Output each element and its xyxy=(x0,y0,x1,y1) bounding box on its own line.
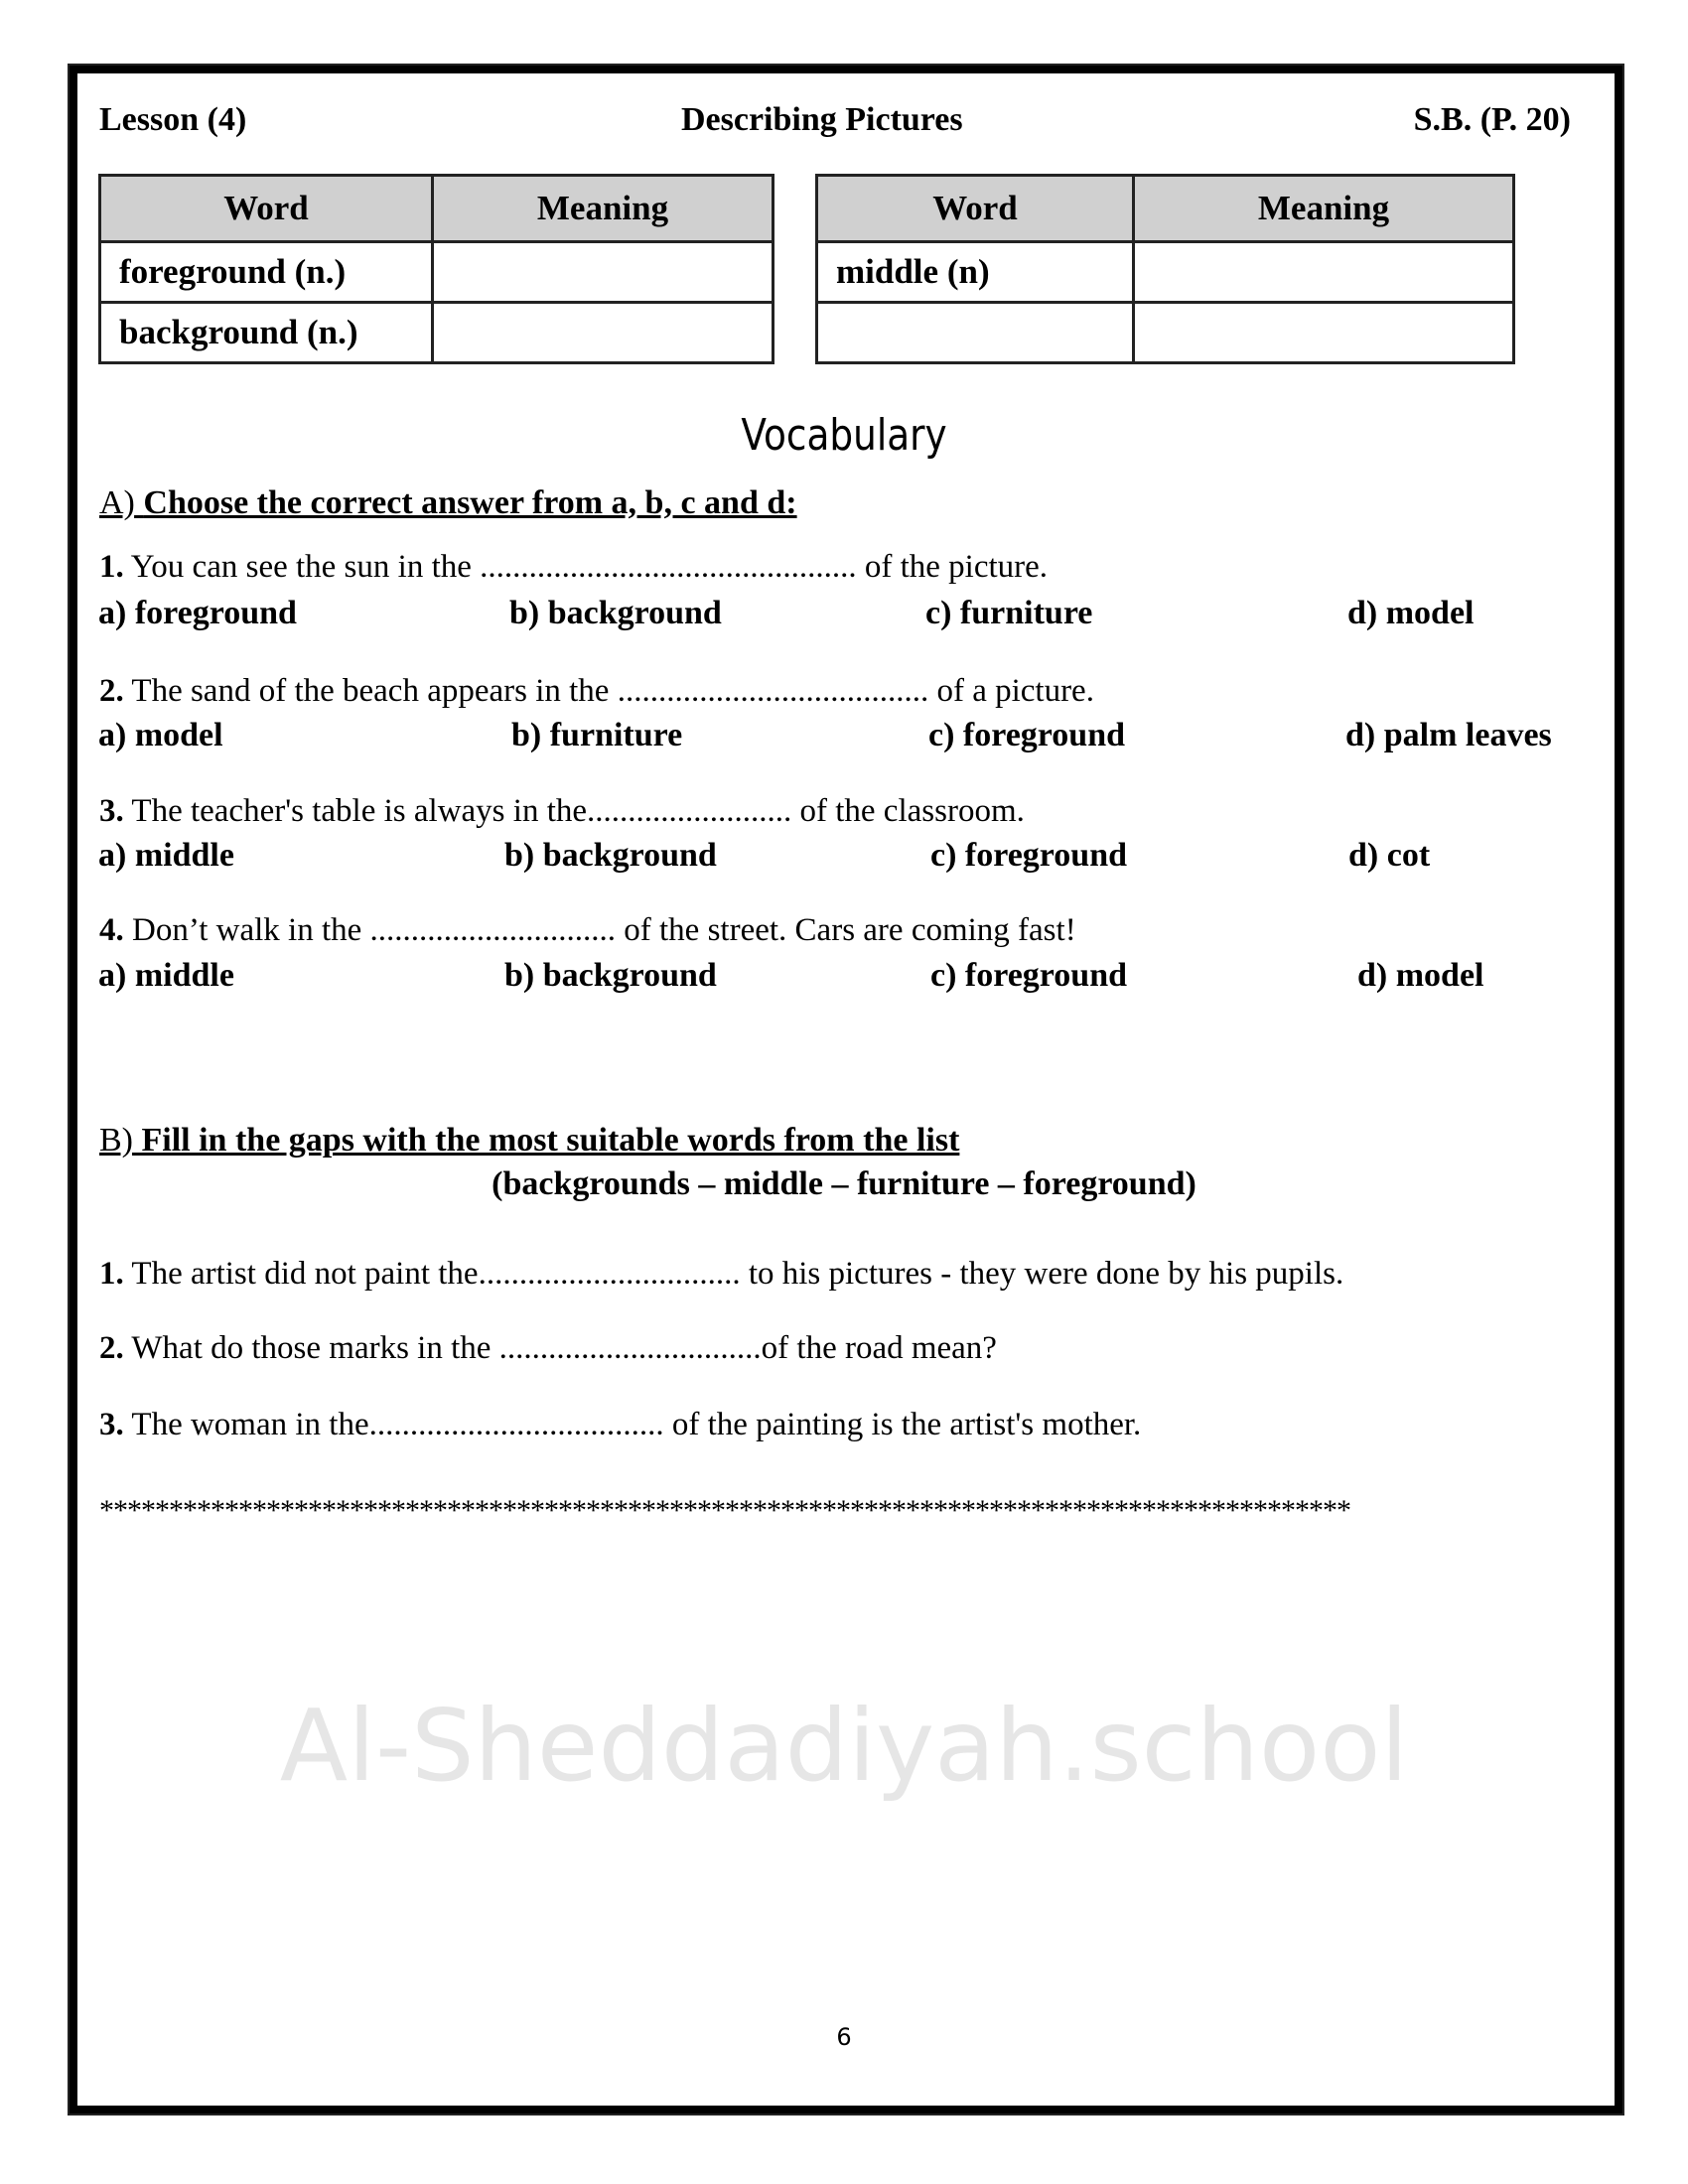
vocab-table-left xyxy=(98,174,774,364)
vocab-table-right xyxy=(815,174,1515,364)
question-4 xyxy=(99,912,1076,949)
page-border xyxy=(70,66,1622,2114)
answer-option[interactable]: c) foreground xyxy=(930,957,1128,994)
question-3 xyxy=(99,793,1025,830)
column-header-word: Word xyxy=(817,176,1134,242)
section-b-instruction: Fill in the gaps with the most suitable words from the list xyxy=(141,1122,960,1159)
answer-option[interactable]: c) furniture xyxy=(925,595,1093,631)
question-number: 3. xyxy=(99,793,124,829)
answer-option[interactable]: a) foreground xyxy=(98,595,297,631)
question-number: 2. xyxy=(99,1330,124,1366)
question-1 xyxy=(99,549,1048,586)
watermark: Al-Sheddadiyah.school xyxy=(279,1688,1409,1804)
meaning-cell[interactable] xyxy=(1134,303,1514,363)
section-b-heading xyxy=(99,1122,959,1160)
book-reference: S.B. (P. 20) xyxy=(1413,101,1571,138)
word-list: (backgrounds – middle – furniture – foreground) xyxy=(492,1165,1196,1202)
fill-gap-question-1 xyxy=(99,1256,1343,1293)
question-text: The woman in the.................................... of the painting is the artist's mother. xyxy=(131,1407,1142,1442)
column-header-word: Word xyxy=(100,176,433,242)
answer-option[interactable]: b) background xyxy=(504,957,717,994)
question-text: The artist did not paint the................................ to his pictures - they were done by his pupils. xyxy=(131,1256,1344,1292)
question-text: The sand of the beach appears in the ...................................... of a picture. xyxy=(131,673,1094,709)
answer-option[interactable]: a) model xyxy=(98,717,223,753)
answer-option[interactable]: d) model xyxy=(1347,595,1475,631)
question-number: 1. xyxy=(99,549,124,585)
answer-option[interactable]: a) middle xyxy=(98,837,234,874)
question-number: 1. xyxy=(99,1256,124,1292)
answer-option[interactable]: b) background xyxy=(509,595,722,631)
separator: ****************************************************************************************** xyxy=(99,1494,1350,1527)
question-text: The teacher's table is always in the......................... of the classroom. xyxy=(131,793,1025,829)
section-title: Vocabulary xyxy=(741,410,947,461)
fill-gap-question-2 xyxy=(99,1330,997,1367)
word-cell: background (n.) xyxy=(100,303,433,363)
column-header-meaning: Meaning xyxy=(1134,176,1514,242)
question-text: You can see the sun in the .............................................. of the picture. xyxy=(130,549,1049,585)
page-number: 6 xyxy=(836,2023,852,2051)
lesson-label: Lesson (4) xyxy=(99,101,247,138)
question-2 xyxy=(99,673,1094,710)
meaning-cell[interactable] xyxy=(1134,242,1514,303)
question-number: 2. xyxy=(99,673,124,709)
section-b-label: B) xyxy=(99,1122,133,1159)
question-number: 4. xyxy=(99,912,124,948)
answer-option[interactable]: d) palm leaves xyxy=(1345,717,1552,753)
word-cell: middle (n) xyxy=(817,242,1134,303)
page-title: Describing Pictures xyxy=(681,101,963,138)
question-text: What do those marks in the ................................of the road mean? xyxy=(131,1330,997,1366)
word-cell: foreground (n.) xyxy=(100,242,433,303)
column-header-meaning: Meaning xyxy=(433,176,774,242)
fill-gap-question-3 xyxy=(99,1407,1141,1443)
answer-option[interactable]: d) model xyxy=(1357,957,1484,994)
section-a-label: A) xyxy=(99,484,135,521)
meaning-cell[interactable] xyxy=(433,303,774,363)
question-text: Don’t walk in the .............................. of the street. Cars are coming fast! xyxy=(132,912,1076,948)
section-a-instruction: Choose the correct answer from a, b, c and d: xyxy=(143,484,797,521)
word-cell xyxy=(817,303,1134,363)
section-a-heading xyxy=(99,484,797,522)
answer-option[interactable]: b) furniture xyxy=(511,717,683,753)
answer-option[interactable]: b) background xyxy=(504,837,717,874)
meaning-cell[interactable] xyxy=(433,242,774,303)
answer-option[interactable]: c) foreground xyxy=(928,717,1126,753)
answer-option[interactable]: d) cot xyxy=(1348,837,1431,874)
answer-option[interactable]: a) middle xyxy=(98,957,234,994)
answer-option[interactable]: c) foreground xyxy=(930,837,1128,874)
question-number: 3. xyxy=(99,1407,124,1442)
